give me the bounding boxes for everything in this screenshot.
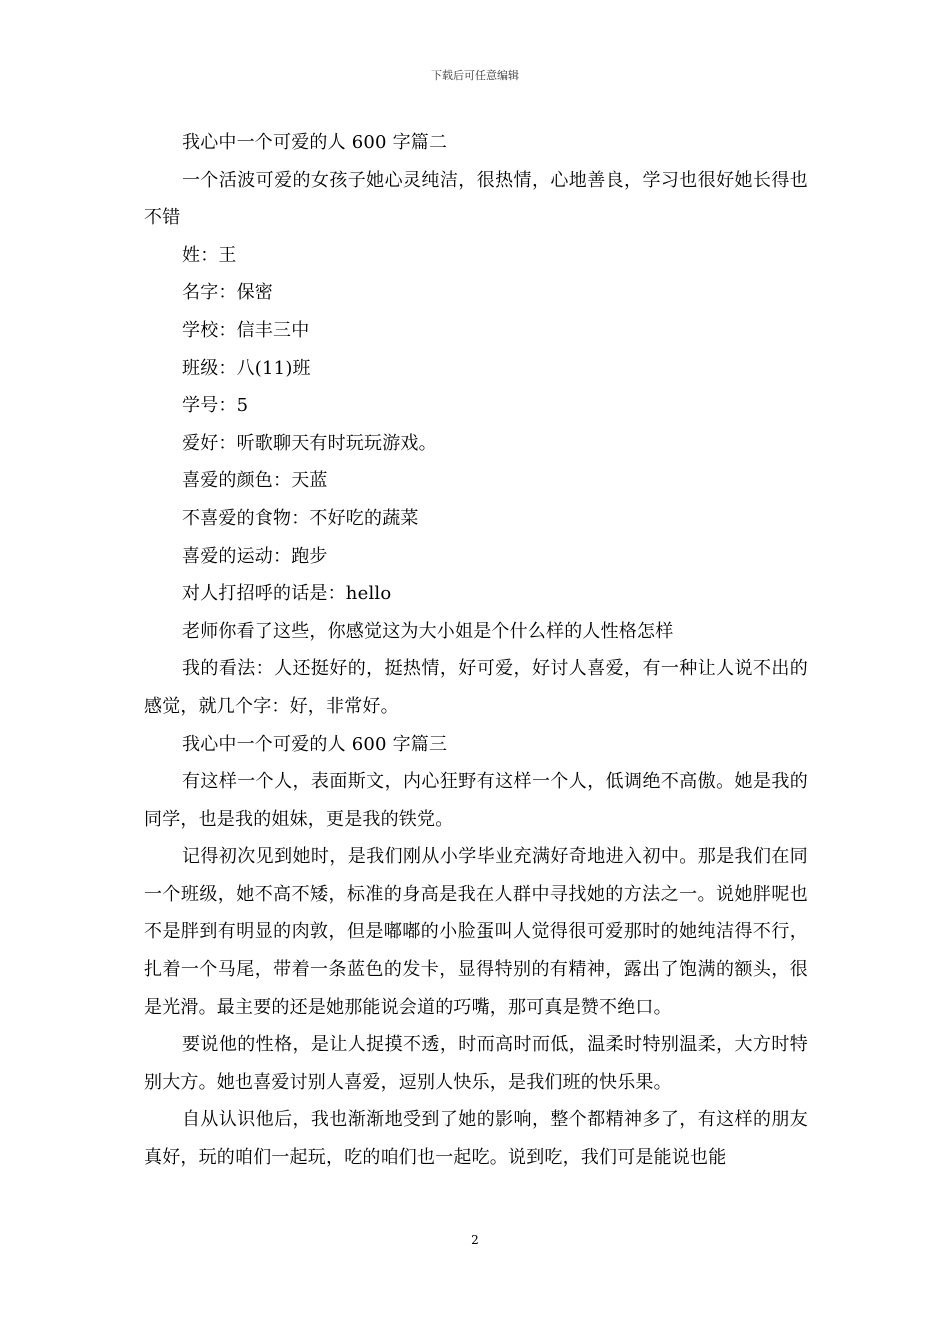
info-line-favorite-color: 喜爱的颜色：天蓝 [182,470,328,492]
info-line-student-number: 学号：5 [182,395,249,417]
info-line-class: 班级：八(11)班 [182,357,311,379]
info-line-disliked-food: 不喜爱的食物：不好吃的蔬菜 [182,507,419,529]
info-line-surname: 姓：王 [182,244,237,266]
page-header: 下载后可任意编辑 [431,69,519,82]
section-title: 我心中一个可爱的人 600 字篇二 [182,132,448,153]
paragraph: 老师你看了这些，你感觉这为大小姐是个什么样的人性格怎样 [182,620,674,642]
page-number: 2 [471,1233,479,1247]
paragraph: 要说他的性格，是让人捉摸不透，时而高时而低，温柔时特别温柔，大方时特别大方。她也喜爱讨别人喜爱，逗别人快乐，是我们班的快乐果。 [144,1034,808,1093]
info-line-favorite-sport: 喜爱的运动：跑步 [182,545,328,567]
info-line-hobby: 爱好：听歌聊天有时玩玩游戏。 [182,432,437,454]
info-line-school: 学校：信丰三中 [182,319,310,341]
document-body [144,124,808,1177]
paragraph: 有这样一个人，表面斯文，内心狂野有这样一个人，低调绝不高傲。她是我的同学，也是我的姐妹，更是我的铁党。 [144,771,808,830]
paragraph: 记得初次见到她时，是我们刚从小学毕业充满好奇地进入初中。那是我们在同一个班级，她不高不矮，标准的身高是我在人群中寻找她的方法之一。说她胖呢也不是胖到有明显的肉敦，但是嘟嘟的小脸蛋叫人觉得很可爱那时的她纯洁得不行，扎着一个马尾，带着一条蓝色的发卡，显得特别的有精神，露出了饱满的额头，很是光滑。最主要的还是她那能说会道的巧嘴，那可真是赞不绝口。 [144,846,808,1018]
section-title: 我心中一个可爱的人 600 字篇三 [182,733,448,755]
info-line-greeting: 对人打招呼的话是：hello [182,583,392,605]
info-line-name: 名字：保密 [182,282,273,304]
paragraph: 自从认识他后，我也渐渐地受到了她的影响，整个都精神多了，有这样的朋友真好，玩的咱们一起玩，吃的咱们也一起吃。说到吃，我们可是能说也能 [144,1109,808,1169]
paragraph: 一个活波可爱的女孩子她心灵纯洁，很热情，心地善良，学习也很好她长得也不错 [144,169,808,229]
paragraph: 我的看法：人还挺好的，挺热情，好可爱，好讨人喜爱，有一种让人说不出的感觉，就几个字：好，非常好。 [144,658,808,717]
